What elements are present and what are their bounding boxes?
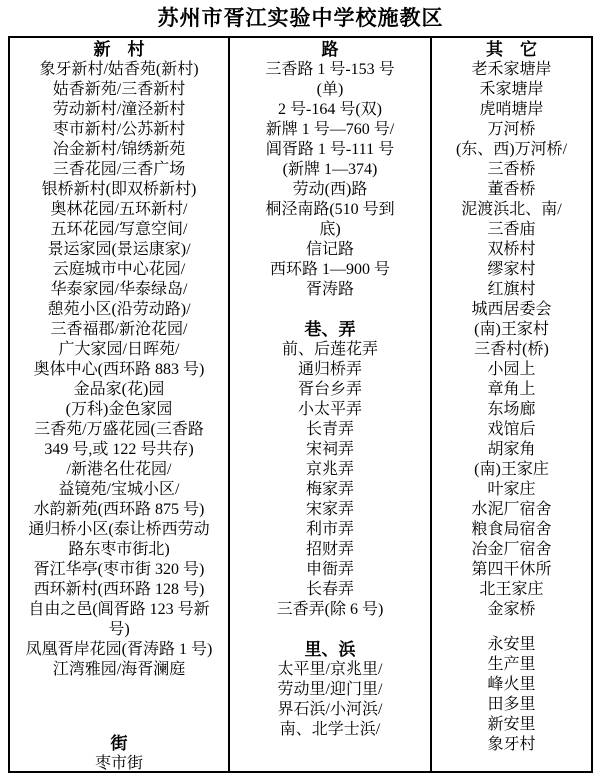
column-roads (230, 38, 432, 771)
section-header: 里、浜 (304, 640, 356, 659)
table-line: 双桥村 (487, 241, 536, 258)
table-line: 胥江华亭(枣市街 320 号) (33, 561, 205, 578)
table-line: 西环路 1—900 号 (269, 261, 390, 278)
table-line: 京兆弄 (305, 461, 354, 478)
table-line: 三香福郡/新沧花园/ (50, 321, 188, 338)
table-line: 枣市新村/公苏新村 (52, 121, 186, 138)
table-line: 信记路 (305, 241, 354, 258)
table-line: 小园上 (487, 361, 536, 378)
table-line: 永安里 (487, 636, 536, 653)
table-line: 三香花园/三香广场 (52, 161, 186, 178)
table-line: 底) (319, 221, 341, 238)
table-line: (单) (316, 81, 344, 98)
section-header: 巷、弄 (304, 320, 356, 339)
table-line: 三香弄(除 6 号) (276, 601, 384, 618)
table-line: 申衙弄 (305, 561, 354, 578)
table-line: 梅家弄 (305, 481, 354, 498)
column-new-villages (10, 38, 230, 771)
table-line: 泥渡浜北、南/ (461, 201, 562, 218)
table-line: 叶家庄 (487, 481, 536, 498)
table-line: 胥台乡弄 (297, 381, 362, 398)
table-section (230, 320, 430, 620)
table-line: 三香桥 (487, 161, 536, 178)
column-header: 路 (321, 40, 339, 59)
table-line: 胡家角 (487, 441, 536, 458)
table-line: 利市弄 (305, 521, 354, 538)
table-line: 南、北学士浜/ (279, 721, 381, 738)
table-line: (南)王家庄 (474, 461, 549, 478)
table-line: 自由之邑(阊胥路 123 号新 (28, 601, 210, 618)
table-line: 第四干休所 (471, 561, 552, 578)
column-header: 其 它 (486, 40, 537, 59)
district-table (8, 36, 593, 773)
table-line: 新安里 (487, 716, 536, 733)
table-line: 缪家村 (487, 261, 536, 278)
table-line: 通归桥小区(泰让桥西劳动 (28, 521, 210, 538)
table-line: 胥涛路 (305, 281, 354, 298)
table-line: 长青弄 (305, 421, 354, 438)
table-line: 戏馆后 (487, 421, 536, 438)
column-other (432, 38, 591, 771)
table-line: 金家桥 (487, 601, 536, 618)
table-line: 银桥新村(即双桥新村) (41, 181, 197, 198)
table-line: 349 号,或 122 号共存) (44, 441, 194, 458)
table-section (230, 640, 430, 740)
table-line: 江湾雅园/海胥澜庭 (52, 661, 186, 678)
table-line: 阊胥路 1 号-111 号 (265, 141, 395, 158)
section-header: 街 (110, 734, 128, 753)
column-header: 新 村 (93, 40, 145, 59)
table-line: 东场廊 (487, 401, 536, 418)
table-line: 景运家园(景运康家)/ (47, 241, 191, 258)
table-line: 金品家(花)园 (73, 381, 165, 398)
table-line: 凤凰胥岸花园(胥涛路 1 号) (25, 641, 213, 658)
table-line: 劳动里/迎门里/ (277, 681, 383, 698)
table-line: 冶金新村/锦绣新苑 (52, 141, 186, 158)
table-section (230, 60, 430, 300)
table-line: 三香庙 (487, 221, 536, 238)
table-line: 水泥厂宿舍 (471, 501, 552, 518)
table-line: 奥体中心(西环路 883 号) (33, 361, 205, 378)
table-section (10, 734, 228, 771)
table-line: 招财弄 (305, 541, 354, 558)
table-line: 董香桥 (487, 181, 536, 198)
table-line: 章角上 (487, 381, 536, 398)
table-line: 小太平弄 (297, 401, 362, 418)
table-section (432, 60, 591, 620)
table-line: 通归桥弄 (297, 361, 362, 378)
table-line: /新港名仕花园/ (66, 461, 172, 478)
table-line: 桐泾南路(510 号到 (265, 201, 395, 218)
table-line: 五环花园/写意空间/ (50, 221, 188, 238)
table-line: 水韵新苑(西环路 875 号) (33, 501, 205, 518)
table-line: 红旗村 (487, 281, 536, 298)
table-line: 万河桥 (487, 121, 536, 138)
table-line: 界石浜/小河浜/ (277, 701, 383, 718)
table-line: 新牌 1 号—760 号/ (265, 121, 395, 138)
table-section (10, 60, 228, 680)
table-line: 冶金厂宿舍 (471, 541, 552, 558)
table-line: (万科)金色家园 (65, 401, 173, 418)
table-line: 劳动新村/潼泾新村 (52, 101, 186, 118)
table-line: 华泰家园/华泰绿岛/ (50, 281, 188, 298)
table-line: 长春弄 (305, 581, 354, 598)
table-line: 城西居委会 (471, 301, 552, 318)
table-line: 前、后莲花弄 (281, 341, 378, 358)
table-line: 太平里/京兆里/ (277, 661, 383, 678)
table-line: 三香村(桥) (474, 341, 549, 358)
table-line: 2 号-164 号(双) (278, 101, 382, 118)
table-line: 憩苑小区(沿劳动路)/ (47, 301, 191, 318)
table-line: 虎哨塘岸 (479, 101, 544, 118)
table-line: 生产里 (487, 656, 536, 673)
table-line: 象牙新村/姑香苑(新村) (39, 61, 199, 78)
table-line: 象牙村 (487, 736, 536, 753)
table-line: 三香苑/万盛花园(三香路 (34, 421, 204, 438)
page-title: 苏州市胥江实验中学校施教区 (157, 7, 444, 30)
table-line: 号) (108, 621, 130, 638)
table-section (432, 635, 591, 755)
table-line: 宋家弄 (305, 501, 354, 518)
table-line: 劳动(西)路 (292, 181, 368, 198)
table-line: 宋祠弄 (305, 441, 354, 458)
table-line: 奥林花园/五环新村/ (50, 201, 188, 218)
table-line: 老禾家塘岸 (471, 61, 552, 78)
table-line: 枣市街 (94, 755, 143, 771)
table-line: 峰火里 (487, 676, 536, 693)
table-line: 田多里 (487, 696, 536, 713)
table-line: 云庭城市中心花园/ (52, 261, 186, 278)
table-line: 三香路 1 号-153 号 (265, 61, 395, 78)
table-line: 北王家庄 (479, 581, 544, 598)
table-line: 粮食局宿舍 (471, 521, 552, 538)
table-line: 禾家塘岸 (479, 81, 544, 98)
table-line: 益镜苑/宝城小区/ (58, 481, 180, 498)
table-line: (南)王家村 (474, 321, 549, 338)
table-line: (新牌 1—374) (282, 161, 378, 178)
table-line: 西环新村(西环路 128 号) (33, 581, 205, 598)
table-line: 姑香新苑/三香新村 (52, 81, 186, 98)
table-line: 广大家园/日晖苑/ (58, 341, 180, 358)
table-line: 路东枣市街北) (68, 541, 170, 558)
table-line: (东、西)万河桥/ (455, 141, 568, 158)
